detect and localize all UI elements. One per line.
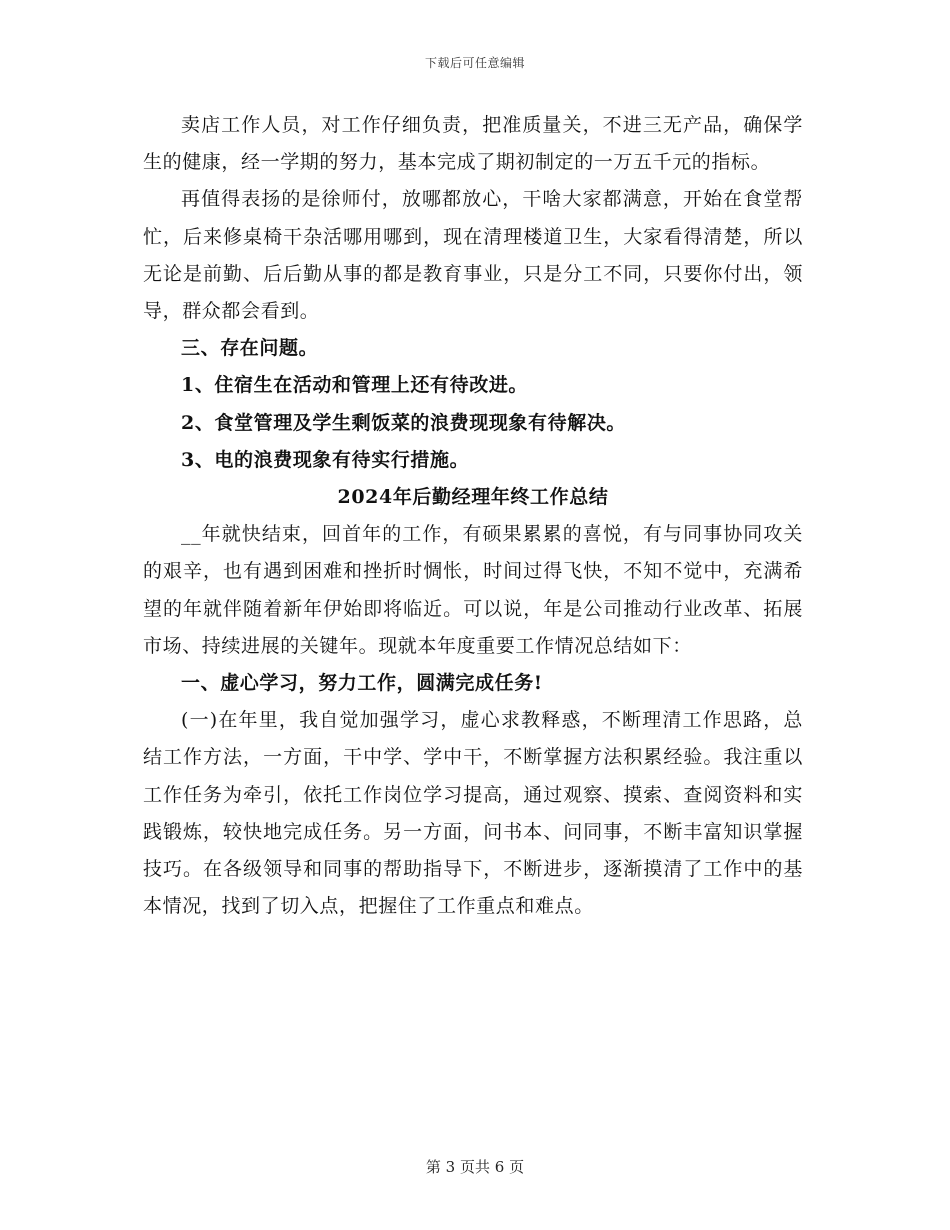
section-heading: 一、虚心学习，努力工作，圆满完成任务! bbox=[181, 672, 543, 695]
document-body bbox=[143, 107, 803, 925]
paragraph: (一)在年里，我自觉加强学习，虚心求教释惑，不断理清工作思路，总结工作方法，一方面，干中学、学中干，不断掌握方法积累经验。我注重以工作任务为牵引，依托工作岗位学习提高，通过观察、摸索、查阅资料和实践锻炼，较快地完成任务。另一方面，问书本、问同事，不断丰富知识掌握技巧。在各级领导和同事的帮助指导下，不断进步，逐渐摸清了工作中的基本情况，找到了切入点，把握住了工作重点和难点。 bbox=[143, 709, 803, 918]
page-footer: 第 3 页共 6 页 bbox=[425, 1158, 525, 1176]
section-heading: 三、存在问题。 bbox=[181, 337, 319, 360]
page-header: 下载后可任意编辑 bbox=[424, 56, 525, 70]
list-item: 1、住宿生在活动和管理上还有待改进。 bbox=[181, 374, 529, 397]
paragraph: 卖店工作人员，对工作仔细负责，把准质量关，不进三无产品，确保学生的健康，经一学期的努力，基本完成了期初制定的一万五千元的指标。 bbox=[143, 114, 803, 174]
paragraph: __年就快结束，回首年的工作，有硕果累累的喜悦，有与同事协同攻关的艰辛，也有遇到困难和挫折时惆怅，时间过得飞快，不知不觉中，充满希望的年就伴随着新年伊始即将临近。可以说，年是公司推动行业改革、拓展市场、持续进展的关键年。现就本年度重要工作情况总结如下： bbox=[143, 523, 803, 657]
document-title: 2024年后勤经理年终工作总结 bbox=[337, 486, 609, 509]
paragraph: 再值得表扬的是徐师付，放哪都放心，干啥大家都满意，开始在食堂帮忙，后来修桌椅干杂活哪用哪到，现在清理楼道卫生，大家看得清楚，所以无论是前勤、后后勤从事的都是教育事业，只是分工不同，只要你付出，领导，群众都会看到。 bbox=[143, 188, 803, 323]
list-item: 2、食堂管理及学生剩饭菜的浪费现现象有待解决。 bbox=[181, 411, 627, 434]
list-item: 3、电的浪费现象有待实行措施。 bbox=[181, 448, 470, 471]
